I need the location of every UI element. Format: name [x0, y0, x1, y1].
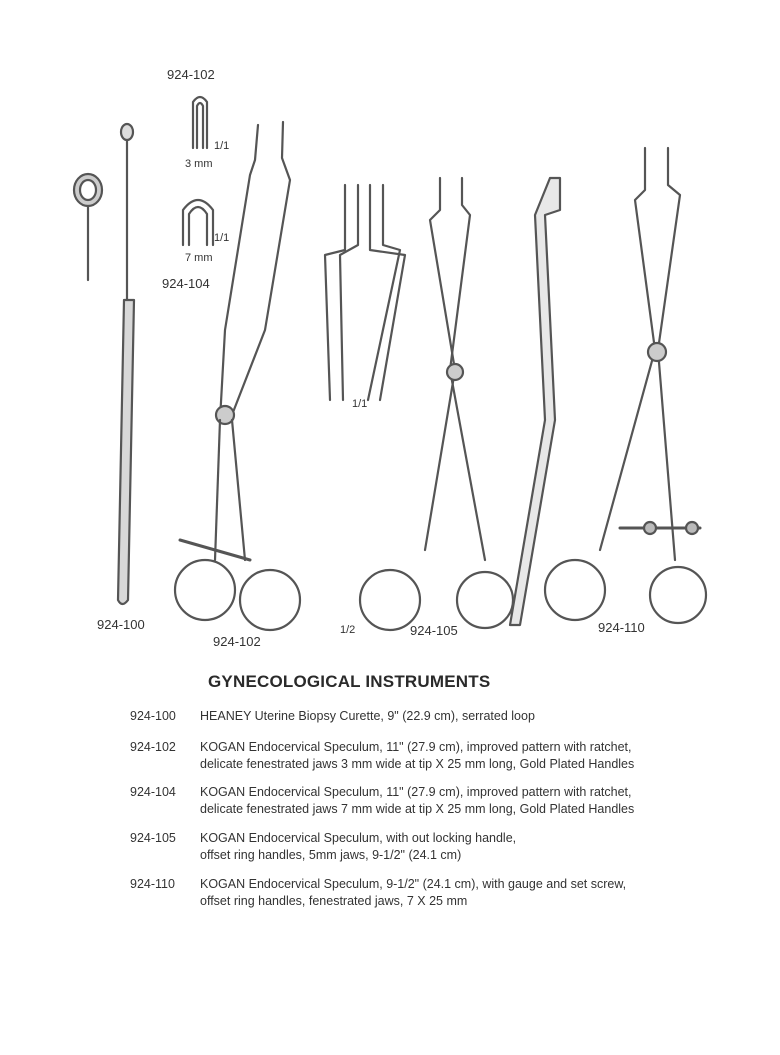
- item-desc-line1: HEANEY Uterine Biopsy Curette, 9" (22.9 cm), serrated loop: [200, 709, 535, 723]
- item-desc-line1: KOGAN Endocervical Speculum, 11" (27.9 cm), improved pattern with ratchet,: [200, 740, 632, 754]
- item-description: [200, 739, 700, 773]
- item-code: 924-105: [130, 831, 176, 845]
- item-code: 924-102: [130, 740, 176, 754]
- item-desc-line1: KOGAN Endocervical Speculum, with out locking handle,: [200, 831, 517, 845]
- item-desc-line2: offset ring handles, fenestrated jaws, 7 X 25 mm: [200, 894, 468, 908]
- scale-label: 1/1: [214, 140, 230, 152]
- item-description: [200, 784, 700, 818]
- item-desc-line2: offset ring handles, 5mm jaws, 9-1/2" (24.1 cm): [200, 848, 462, 862]
- speculum-blade: [510, 178, 560, 625]
- width-3mm-label: 3 mm: [185, 158, 213, 170]
- item-desc-line2: delicate fenestrated jaws 7 mm wide at tip X 25 mm long, Gold Plated Handles: [200, 802, 635, 816]
- scale-label: 1/1: [214, 232, 230, 244]
- item-code: 924-100: [130, 709, 176, 723]
- item-code: 924-110: [130, 877, 175, 891]
- jaw-detail-closeup: [325, 185, 405, 400]
- curette-924-100: [118, 124, 134, 604]
- item-desc-line1: KOGAN Endocervical Speculum, 9-1/2" (24.1 cm), with gauge and set screw,: [200, 877, 627, 891]
- speculum-924-102: [175, 122, 300, 630]
- label-924-110: 924-110: [598, 620, 645, 635]
- item-desc-line1: KOGAN Endocervical Speculum, 11" (27.9 cm), improved pattern with ratchet,: [200, 785, 632, 799]
- item-description: [200, 830, 700, 864]
- label-924-105: 924-105: [410, 623, 458, 638]
- item-code: 924-104: [130, 785, 176, 799]
- curette-loop-detail: [74, 174, 102, 280]
- jaw-detail-7mm: [183, 200, 213, 245]
- item-description: [200, 708, 700, 725]
- label-924-102-bottom: 924-102: [213, 634, 261, 649]
- width-7mm-label: 7 mm: [185, 252, 213, 264]
- item-desc-line2: delicate fenestrated jaws 3 mm wide at tip X 25 mm long, Gold Plated Handles: [200, 757, 635, 771]
- label-924-100: 924-100: [97, 617, 145, 632]
- page-title: GYNECOLOGICAL INSTRUMENTS: [208, 672, 491, 691]
- scale-label: 1/1: [352, 398, 368, 410]
- scale-half-label: 1/2: [340, 624, 356, 636]
- label-924-104: 924-104: [162, 276, 210, 291]
- jaw-detail-3mm: [193, 97, 207, 148]
- item-description: [200, 876, 700, 910]
- speculum-924-110: [545, 148, 706, 623]
- label-924-102-top: 924-102: [167, 67, 215, 82]
